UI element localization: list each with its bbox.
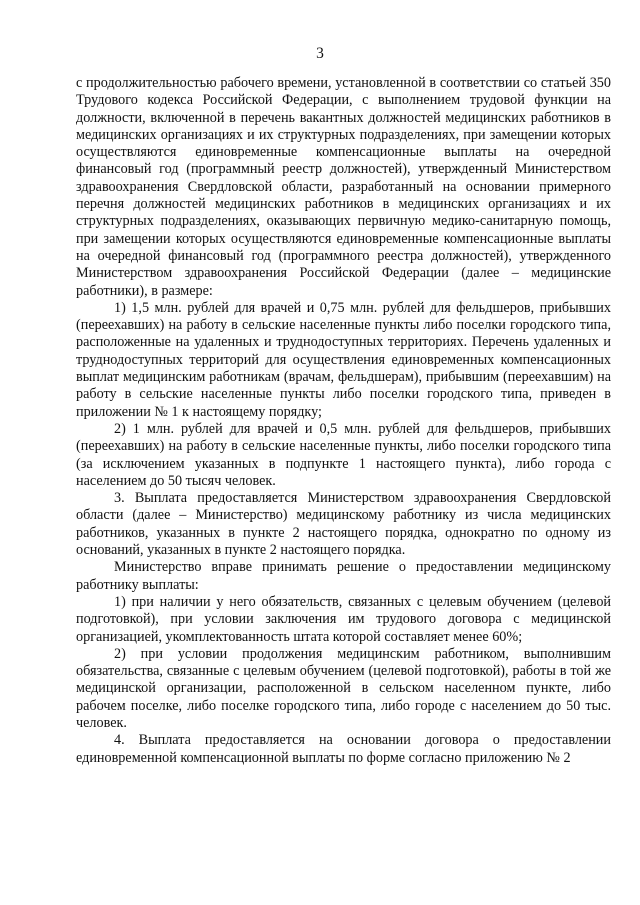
paragraph-condition-2: 2) при условии продолжения медицинским работником, выполнившим обязательства, связанные с целевым обучением (целевой подготовкой), работы в той же медицинской организации, расположенной в сельском населенном пункте, либо рабочем поселке, либо поселке городского типа, либо городе с населением до 50 тыс. человек. (76, 645, 611, 731)
document-body (76, 75, 611, 767)
paragraph-continuation: с продолжительностью рабочего времени, установленной в соответствии со статьей 350 Трудового кодекса Российской Федерации, с выполнением трудовой функции на должности, включенной в перечень вакантных должностей медицинских работников в медицинских организациях и их структурных подразделениях, при замещении которых осуществляются единовременные компенсационные выплаты на очередной финансовый год (программный реестр должностей), утвержденный Министерством здравоохранения Свердловской области, разработанный на основании примерного перечня должностей медицинских работников в медицинских организациях и их структурных подразделениях, оказывающих первичную медико-санитарную помощь, при замещении которых осуществляются единовременные компенсационные выплаты на очередной финансовый год (программного реестра должностей), утвержденного Министерством здравоохранения Российской Федерации (далее – медицинские работники), в размере: (76, 75, 611, 299)
paragraph-section-4: 4. Выплата предоставляется на основании договора о предоставлении единовременной компенсационной выплаты по форме согласно приложению № 2 (76, 732, 611, 766)
paragraph-subitem-1: 1) 1,5 млн. рублей для врачей и 0,75 млн. рублей для фельдшеров, прибывших (переехавших) на работу в сельские населенные пункты либо поселки городского типа, расположенные на удаленных и труднодоступных территориях. Перечень удаленных и труднодоступных территорий для осуществления единовременных компенсационных выплат медицинским работникам (врачам, фельдшерам), прибывшим (переехавшим) на работу в сельские населенные пункты либо поселки городского типа, приведен в приложении № 1 к настоящему порядку; (76, 299, 611, 420)
paragraph-ministry-decision: Министерство вправе принимать решение о предоставлении медицинскому работнику выплаты: (76, 559, 611, 593)
paragraph-section-3: 3. Выплата предоставляется Министерством здравоохранения Свердловской области (далее – Министерство) медицинскому работнику из числа медицинских работников, указанных в пункте 2 настоящего порядка, однократно по одному из оснований, указанных в пункте 2 настоящего порядка. (76, 490, 611, 559)
paragraph-subitem-2: 2) 1 млн. рублей для врачей и 0,5 млн. рублей для фельдшеров, прибывших (переехавших) на работу в сельские населенные пункты, либо поселки городского типа (за исключением указанных в подпункте 1 настоящего пункта), либо города с населением до 50 тысяч человек. (76, 420, 611, 489)
page-number: 3 (316, 45, 324, 62)
paragraph-condition-1: 1) при наличии у него обязательств, связанных с целевым обучением (целевой подготовкой), при условии заключения им трудового договора с медицинской организацией, укомплектованность штата которой составляет менее 60%; (76, 593, 611, 645)
